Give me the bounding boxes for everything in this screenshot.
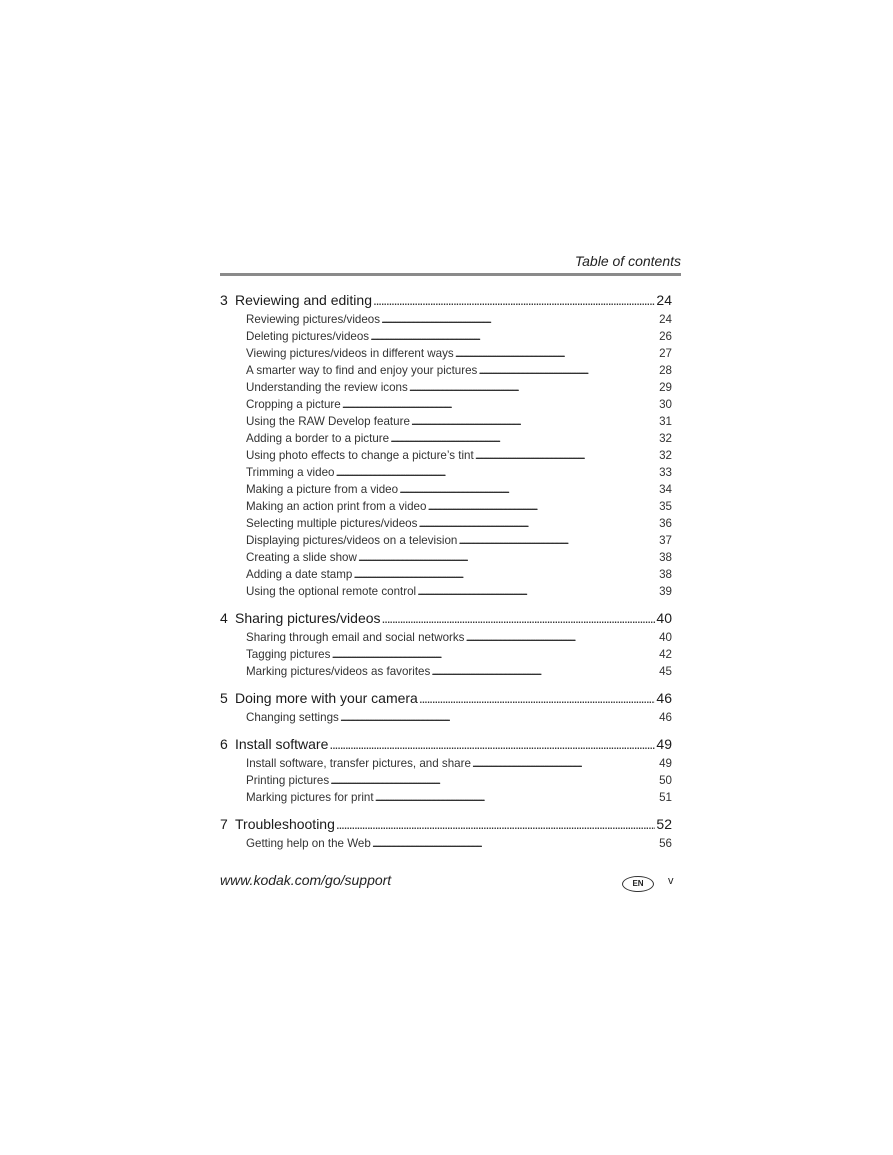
toc-entry[interactable] bbox=[220, 311, 672, 328]
page-footer bbox=[220, 872, 681, 894]
chapter-number: 3 bbox=[220, 292, 228, 308]
entry-title: Changing settings bbox=[246, 711, 339, 724]
chapter-title: Sharing pictures/videos bbox=[235, 610, 381, 626]
dot-leader bbox=[472, 755, 655, 772]
dot-leader bbox=[382, 609, 655, 628]
entry-page-number: 46 bbox=[659, 711, 672, 724]
entry-page-number: 31 bbox=[659, 415, 672, 428]
toc-entry[interactable] bbox=[220, 629, 672, 646]
toc-entry[interactable] bbox=[220, 481, 672, 498]
toc-entry[interactable] bbox=[220, 413, 672, 430]
entry-title: Using the optional remote control bbox=[246, 585, 417, 598]
dot-leader bbox=[390, 430, 655, 447]
entry-page-number: 38 bbox=[659, 551, 672, 564]
entry-title: Selecting multiple pictures/videos bbox=[246, 517, 418, 530]
toc-chapter-heading[interactable] bbox=[220, 609, 672, 628]
chapter-title: Doing more with your camera bbox=[235, 690, 418, 706]
toc-entry[interactable] bbox=[220, 396, 672, 413]
entry-page-number: 27 bbox=[659, 347, 672, 360]
toc-entry[interactable] bbox=[220, 430, 672, 447]
entry-page-number: 39 bbox=[659, 585, 672, 598]
page-number: v bbox=[668, 875, 674, 887]
dot-leader bbox=[329, 735, 655, 754]
toc-entry[interactable] bbox=[220, 663, 672, 680]
entry-page-number: 40 bbox=[659, 631, 672, 644]
entry-page-number: 34 bbox=[659, 483, 672, 496]
chapter-page-number: 40 bbox=[656, 610, 672, 626]
toc-entry[interactable] bbox=[220, 464, 672, 481]
entry-title: Marking pictures/videos as favorites bbox=[246, 665, 431, 678]
toc-chapter-heading[interactable] bbox=[220, 735, 672, 754]
entry-title: Cropping a picture bbox=[246, 398, 341, 411]
dot-leader bbox=[340, 709, 655, 726]
page-header bbox=[220, 253, 681, 277]
chapter-page-number: 24 bbox=[656, 292, 672, 308]
entry-title: Deleting pictures/videos bbox=[246, 330, 370, 343]
dot-leader bbox=[372, 835, 655, 852]
dot-leader bbox=[353, 566, 655, 583]
dot-leader bbox=[370, 328, 655, 345]
chapter-title: Troubleshooting bbox=[235, 816, 335, 832]
dot-leader bbox=[342, 396, 655, 413]
toc-chapter bbox=[220, 609, 672, 680]
dot-leader bbox=[373, 291, 655, 310]
entry-title: Viewing pictures/videos in different ways bbox=[246, 347, 454, 360]
dot-leader bbox=[336, 815, 655, 834]
table-of-contents bbox=[220, 291, 672, 861]
dot-leader bbox=[409, 379, 655, 396]
toc-chapter bbox=[220, 291, 672, 600]
entry-title: Making a picture from a video bbox=[246, 483, 399, 496]
entry-title: Marking pictures for print bbox=[246, 791, 374, 804]
toc-entry[interactable] bbox=[220, 515, 672, 532]
dot-leader bbox=[427, 498, 655, 515]
entry-page-number: 42 bbox=[659, 648, 672, 661]
toc-entry[interactable] bbox=[220, 345, 672, 362]
entry-page-number: 26 bbox=[659, 330, 672, 343]
chapter-number: 4 bbox=[220, 610, 228, 626]
entry-title: Understanding the review icons bbox=[246, 381, 408, 394]
toc-entry[interactable] bbox=[220, 379, 672, 396]
dot-leader bbox=[381, 311, 655, 328]
entry-title: Tagging pictures bbox=[246, 648, 331, 661]
toc-entry[interactable] bbox=[220, 549, 672, 566]
chapter-page-number: 46 bbox=[656, 690, 672, 706]
toc-entry[interactable] bbox=[220, 328, 672, 345]
chapter-page-number: 52 bbox=[656, 816, 672, 832]
entry-title: Adding a border to a picture bbox=[246, 432, 390, 445]
entry-title: A smarter way to find and enjoy your pictures bbox=[246, 364, 478, 377]
dot-leader bbox=[375, 789, 655, 806]
entry-page-number: 49 bbox=[659, 757, 672, 770]
entry-title: Making an action print from a video bbox=[246, 500, 427, 513]
chapter-number: 7 bbox=[220, 816, 228, 832]
dot-leader bbox=[411, 413, 655, 430]
entry-page-number: 45 bbox=[659, 665, 672, 678]
toc-entry[interactable] bbox=[220, 532, 672, 549]
entry-page-number: 51 bbox=[659, 791, 672, 804]
entry-title: Trimming a video bbox=[246, 466, 335, 479]
toc-entry[interactable] bbox=[220, 362, 672, 379]
dot-leader bbox=[455, 345, 655, 362]
toc-entry[interactable] bbox=[220, 646, 672, 663]
entry-title: Install software, transfer pictures, and share bbox=[246, 757, 471, 770]
toc-entry[interactable] bbox=[220, 755, 672, 772]
toc-entry[interactable] bbox=[220, 566, 672, 583]
entry-title: Using photo effects to change a picture’s tint bbox=[246, 449, 474, 462]
dot-leader bbox=[431, 663, 655, 680]
entry-page-number: 32 bbox=[659, 432, 672, 445]
entry-title: Sharing through email and social networks bbox=[246, 631, 465, 644]
toc-chapter bbox=[220, 735, 672, 806]
entry-title: Adding a date stamp bbox=[246, 568, 353, 581]
dot-leader bbox=[419, 689, 655, 708]
entry-title: Creating a slide show bbox=[246, 551, 357, 564]
toc-chapter bbox=[220, 815, 672, 852]
language-badge: EN bbox=[622, 876, 654, 892]
entry-page-number: 29 bbox=[659, 381, 672, 394]
entry-page-number: 33 bbox=[659, 466, 672, 479]
entry-title: Using the RAW Develop feature bbox=[246, 415, 410, 428]
entry-page-number: 30 bbox=[659, 398, 672, 411]
dot-leader bbox=[331, 646, 655, 663]
toc-entry[interactable] bbox=[220, 447, 672, 464]
dot-leader bbox=[335, 464, 655, 481]
dot-leader bbox=[478, 362, 655, 379]
entry-page-number: 35 bbox=[659, 500, 672, 513]
header-title: Table of contents bbox=[574, 253, 681, 269]
toc-entry[interactable] bbox=[220, 709, 672, 726]
dot-leader bbox=[465, 629, 655, 646]
entry-page-number: 56 bbox=[659, 837, 672, 850]
entry-page-number: 36 bbox=[659, 517, 672, 530]
chapter-number: 6 bbox=[220, 736, 228, 752]
chapter-number: 5 bbox=[220, 690, 228, 706]
entry-title: Reviewing pictures/videos bbox=[246, 313, 381, 326]
chapter-page-number: 49 bbox=[656, 736, 672, 752]
entry-page-number: 32 bbox=[659, 449, 672, 462]
dot-leader bbox=[475, 447, 655, 464]
entry-page-number: 38 bbox=[659, 568, 672, 581]
dot-leader bbox=[417, 583, 655, 600]
dot-leader bbox=[458, 532, 655, 549]
toc-chapter-heading[interactable] bbox=[220, 815, 672, 834]
support-url-link[interactable]: www.kodak.com/go/support bbox=[220, 872, 392, 888]
entry-page-number: 37 bbox=[659, 534, 672, 547]
entry-title: Getting help on the Web bbox=[246, 837, 371, 850]
header-rule bbox=[220, 273, 681, 276]
chapter-title: Reviewing and editing bbox=[235, 292, 372, 308]
toc-chapter-heading[interactable] bbox=[220, 689, 672, 708]
toc-chapter bbox=[220, 689, 672, 726]
dot-leader bbox=[330, 772, 655, 789]
dot-leader bbox=[358, 549, 655, 566]
chapter-title: Install software bbox=[235, 736, 329, 752]
toc-entry[interactable] bbox=[220, 835, 672, 852]
entry-page-number: 28 bbox=[659, 364, 672, 377]
entry-title: Printing pictures bbox=[246, 774, 330, 787]
entry-title: Displaying pictures/videos on a television bbox=[246, 534, 458, 547]
toc-chapter-heading[interactable] bbox=[220, 291, 672, 310]
entry-page-number: 50 bbox=[659, 774, 672, 787]
toc-entry[interactable] bbox=[220, 772, 672, 789]
dot-leader bbox=[418, 515, 655, 532]
entry-page-number: 24 bbox=[659, 313, 672, 326]
toc-entry[interactable] bbox=[220, 498, 672, 515]
toc-entry[interactable] bbox=[220, 583, 672, 600]
toc-entry[interactable] bbox=[220, 789, 672, 806]
dot-leader bbox=[399, 481, 655, 498]
